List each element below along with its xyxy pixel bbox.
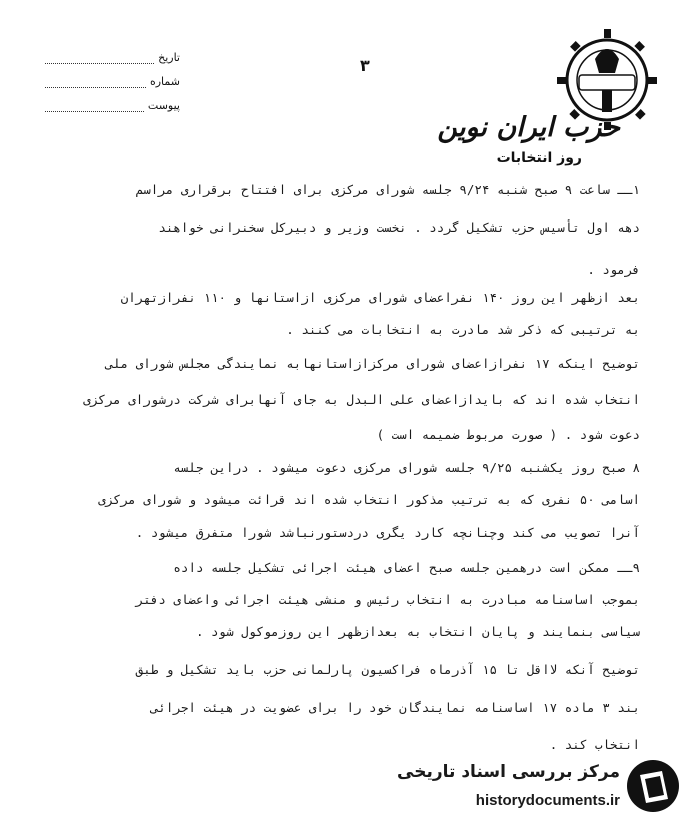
body-line: اسامی ۵۰ نفری که به ترتیب مذکور انتخاب شده اند قرائت میشود و شورای مرکزی <box>98 492 640 507</box>
archive-logo-icon <box>624 757 682 815</box>
body-line: توضیح آنکه لااقل تا ۱۵ آذرماه فراکسیون پارلمانی حزب باید تشکیل و طبق <box>135 662 640 677</box>
body-line: بند ۳ ماده ۱۷ اساسنامه نمایندگان خود را برای عضویت در هیئت اجرائی <box>150 700 640 715</box>
header-subtitle: روز انتخابات <box>496 150 582 166</box>
body-line: ۸ صبح روز یکشنبه ۹/۲۵ جلسه شورای مرکزی دعوت میشود . دراین جلسه <box>173 460 640 475</box>
party-name: حزب ایران نوین <box>437 112 620 143</box>
body-line: ۱ــ ساعت ۹ صبح شنبه ۹/۲۴ جلسه شورای مرکزی برای افتتاح برقراری مراسم <box>135 182 640 197</box>
body-line: توضیح اینکه ۱۷ نفرازاعضای شورای مرکزازاستانهابه نمایندگی مجلس شورای ملی <box>105 356 640 371</box>
archive-name: مرکز بررسی اسناد تاریخی <box>397 762 620 782</box>
page-number: ۳ <box>360 56 370 75</box>
archive-watermark <box>387 752 682 822</box>
body-line: فرمود . <box>587 262 640 277</box>
attachment-label: پیوست <box>147 99 180 112</box>
date-label: تاریخ <box>158 51 180 64</box>
body-line: سیاسی بنمایند و پایان انتخاب به بعدازظهر این روزموکول شود . <box>195 624 640 639</box>
body-line: بعد ازظهر این روز ۱۴۰ نفراعضای شورای مرکزی ازاستانها و ۱۱۰ نفرازتهران <box>120 290 640 305</box>
body-line: انتخاب کند . <box>549 737 640 752</box>
body-line: ۹ــ ممکن است درهمین جلسه صبح اعضای هیئت اجرائی تشکیل جلسه داده <box>173 560 640 575</box>
body-line: به ترتیبی که ذکر شد مادرت به انتخابات می کنند . <box>286 322 640 337</box>
body-line: بموجب اساسنامه مبادرت به انتخاب رئیس و منشی هیئت اجرائی واعضای دفتر <box>135 592 640 607</box>
number-label: شماره <box>149 75 180 88</box>
body-line: انتخاب شده اند که بایدازاعضای علی البدل به جای آنهابرای شرکت درشورای مرکزی <box>83 392 640 407</box>
body-line: دهه اول تأسیس حزب تشکیل گردد . نخست وزیر و دبیرکل سخنرانی خواهند <box>158 220 640 235</box>
archive-url: historydocuments.ir <box>475 792 620 809</box>
body-line: دعوت شود . ( صورت مربوط ضمیمه است ) <box>376 427 640 442</box>
body-line: آنرا تصویب می کند وچنانچه کارد یگری دردستورنباشد شورا متفرق میشود . <box>135 525 640 540</box>
